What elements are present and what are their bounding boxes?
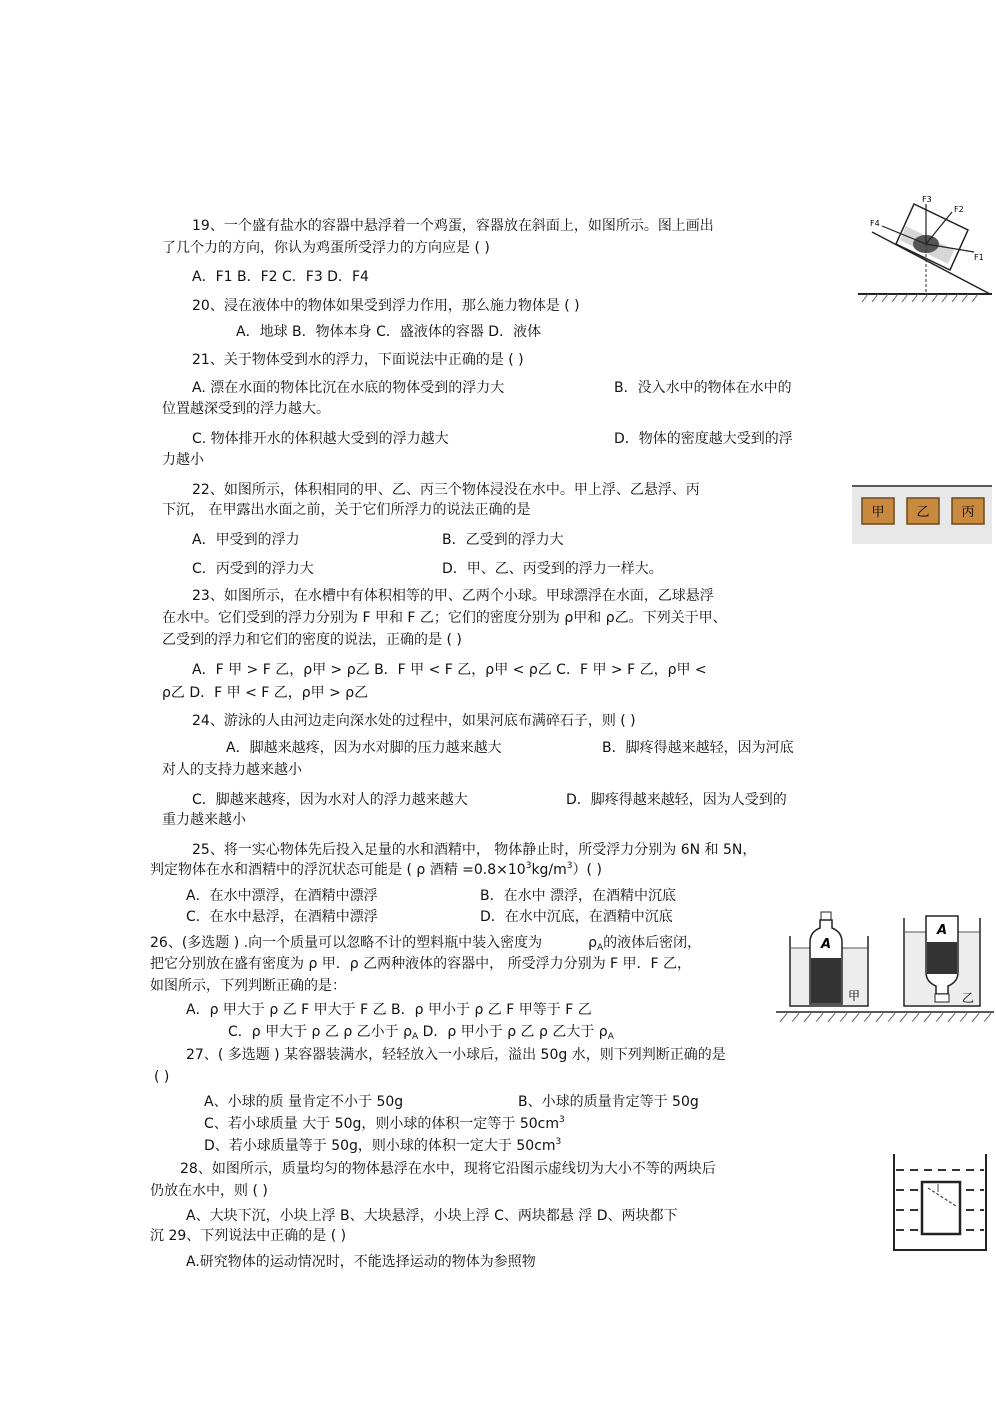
q20-stem: 20、浸在液体中的物体如果受到浮力作用，那么施力物体是 ( ) (192, 298, 580, 314)
q26-line1-a: 26、(多选题 ) .向一个质量可以忽略不计的塑料瓶中装入密度为 (150, 935, 543, 951)
q24-option-a: A．脚越来越疼，因为水对脚的压力越来越大 (226, 740, 502, 756)
q19-line2: 了几个力的方向，你认为鸡蛋所受浮力的方向应是 ( ) (162, 240, 490, 256)
q28-line2: 仍放在水中，则 ( ) (150, 1183, 268, 1199)
q27-option-d-sup: 3 (555, 1137, 562, 1147)
q22-option-b: B．乙受到的浮力大 (442, 532, 564, 548)
q25-sup1: 3 (525, 861, 532, 871)
q26-opt2-sub2: A (607, 1032, 614, 1042)
q27-line2: ( ) (154, 1069, 170, 1085)
q25-line2-c: ）( ) (572, 862, 602, 878)
fig19-incline-egg (858, 190, 992, 302)
fig26-label-a2: A (936, 923, 948, 938)
q26-line2: 把它分别放在盛有密度为 ρ 甲．ρ 乙两种液体的容器中， 所受浮力分别为 F 甲．F 乙， (150, 956, 692, 972)
fig19-label-f2: F2 (954, 205, 964, 214)
fig22-label-yi: 乙 (916, 505, 930, 520)
q24-option-b-cont: 对人的支持力越来越小 (162, 762, 302, 778)
q26-opt2-sub: A (412, 1032, 419, 1042)
q22-option-a: A．甲受到的浮力 (192, 532, 300, 548)
q24-option-d: D．脚疼得越来越轻，因为人受到的 (566, 792, 787, 808)
q25-line1: 25、将一实心物体先后投入足量的水和酒精中， 物体静止时，所受浮力分别为 6N 和 5N， (192, 842, 757, 858)
q21-option-d: D．物体的密度越大受到的浮 (614, 431, 793, 447)
q21-option-b-cont: 位置越深受到的浮力越大。 (162, 401, 330, 417)
fig26-two-containers (776, 908, 994, 1026)
q20-options: A．地球 B．物体本身 C．盛液体的容器 D．液体 (236, 324, 542, 340)
q21-option-b: B．没入水中的物体在水中的 (614, 380, 792, 396)
fig26-label-yi: 乙 (962, 991, 975, 1005)
q23-line1: 23、如图所示，在水槽中有体积相等的甲、乙两个小球。甲球漂浮在水面，乙球悬浮 (192, 588, 714, 604)
q27-option-c-sup: 3 (558, 1115, 565, 1125)
q19-options: A．F1 B．F2 C．F3 D．F4 (192, 269, 369, 285)
q23-options-line2: ρ乙 D．F 甲 < F 乙，ρ甲 > ρ乙 (162, 685, 369, 701)
q26-options-line2 (228, 1023, 614, 1043)
q22-line1: 22、如图所示，体积相同的甲、乙、丙三个物体浸没在水中。甲上浮、乙悬浮、丙 (192, 482, 700, 498)
q25-line2-b: kg/m (531, 862, 567, 878)
q22-option-d: D．甲、乙、丙受到的浮力一样大。 (442, 561, 663, 577)
q27-option-d (204, 1137, 561, 1157)
q28-line1: 28、如图所示，质量均匀的物体悬浮在水中，现将它沿图示虚线切为大小不等的两块后 (180, 1161, 716, 1177)
q28-options: A、大块下沉，小块上浮 B、大块悬浮，小块上浮 C、两块都悬 浮 D、两块都下 (186, 1208, 678, 1224)
q26-opt2-b: D．ρ 甲小于 ρ 乙 ρ 乙大于 ρ (418, 1024, 608, 1040)
q24-stem: 24、游泳的人由河边走向深水处的过程中，如果河底布满碎石子，则 ( ) (192, 713, 636, 729)
q26-opt2-a: C．ρ 甲大于 ρ 乙 ρ 乙小于 ρ (228, 1024, 413, 1040)
q21-option-d-cont: 力越小 (162, 452, 204, 468)
fig26-label-a1: A (820, 937, 832, 952)
fig28-suspended-block (888, 1150, 992, 1256)
q27-option-d-text: D、若小球质量等于 50g，则小球的体积一定大于 50cm (204, 1138, 556, 1154)
q24-option-c: C．脚越来越疼，因为水对人的浮力越来越大 (192, 792, 468, 808)
q25-option-b: B．在水中 漂浮，在酒精中沉底 (480, 888, 677, 904)
q25-option-c: C．在水中悬浮，在酒精中漂浮 (186, 909, 378, 925)
q22-option-c: C．丙受到的浮力大 (192, 561, 314, 577)
q28-line4: 沉 29、下列说法中正确的是 ( ) (150, 1228, 347, 1244)
q19-line1: 19、一个盛有盐水的容器中悬浮着一个鸡蛋，容器放在斜面上，如图所示。图上画出 (192, 218, 714, 234)
q21-stem: 21、关于物体受到水的浮力，下面说法中正确的是 ( ) (192, 352, 524, 368)
q27-option-c (204, 1115, 565, 1135)
q26-line3: 如图所示，下列判断正确的是： (150, 978, 346, 994)
q21-option-a: A. 漂在水面的物体比沉在水底的物体受到的浮力大 (192, 380, 505, 396)
q26-options-line1: A．ρ 甲大于 ρ 乙 F 甲大于 F 乙 B．ρ 甲小于 ρ 乙 F 甲等于 F 乙 (186, 1002, 592, 1018)
q25-option-a: A．在水中漂浮，在酒精中漂浮 (186, 888, 378, 904)
q21-option-c: C. 物体排开水的体积越大受到的浮力越大 (192, 431, 449, 447)
q22-line2: 下沉， 在甲露出水面之前，关于它们所浮力的说法正确的是 (162, 502, 531, 518)
q27-line1: 27、( 多选题 ) 某容器装满水，轻轻放入一小球后，溢出 50g 水，则下列判断正确的是 (186, 1047, 726, 1063)
q23-options-line1: A．F 甲 > F 乙，ρ甲 > ρ乙 B．F 甲 < F 乙，ρ甲 < ρ乙 C．F 甲 > F 乙，ρ甲 < (192, 662, 707, 678)
fig19-label-f1: F1 (974, 253, 984, 262)
q23-line2: 在水中。它们受到的浮力分别为 F 甲和 F 乙；它们的密度分别为 ρ甲和 ρ乙。下列关于甲、 (162, 610, 727, 626)
fig22-label-bing: 丙 (961, 505, 975, 520)
q24-option-b: B．脚疼得越来越轻，因为河底 (602, 740, 794, 756)
fig26-label-jia: 甲 (848, 989, 861, 1003)
q23-line3: 乙受到的浮力和它们的密度的说法，正确的是 ( ) (162, 632, 462, 648)
q25-line2 (150, 861, 602, 881)
q26-rho: ρ (588, 935, 597, 951)
fig19-label-f4: F4 (870, 219, 880, 228)
q26-line1 (150, 934, 701, 954)
q24-option-d-cont: 重力越来越小 (162, 812, 246, 828)
fig22-three-blocks (852, 484, 992, 546)
q26-line1-b: 的液体后密闭， (603, 935, 702, 951)
q29-option-a: A.研究物体的运动情况时，不能选择运动的物体为参照物 (186, 1254, 536, 1270)
q25-option-d: D．在水中沉底，在酒精中沉底 (480, 909, 673, 925)
q27-option-a: A、小球的质 量肯定不小于 50g (204, 1094, 404, 1110)
q25-line2-a: 判定物体在水和酒精中的浮沉状态可能是 ( ρ 酒精 =0.8×10 (150, 862, 526, 878)
q26-rho-sub: A (596, 943, 604, 953)
fig22-label-jia: 甲 (871, 505, 885, 520)
q27-option-b: B、小球的质量肯定等于 50g (518, 1094, 699, 1110)
fig19-label-f3: F3 (922, 195, 932, 204)
q25-sup2: 3 (566, 861, 573, 871)
q27-option-c-text: C、若小球质量 大于 50g，则小球的体积一定等于 50cm (204, 1116, 559, 1132)
